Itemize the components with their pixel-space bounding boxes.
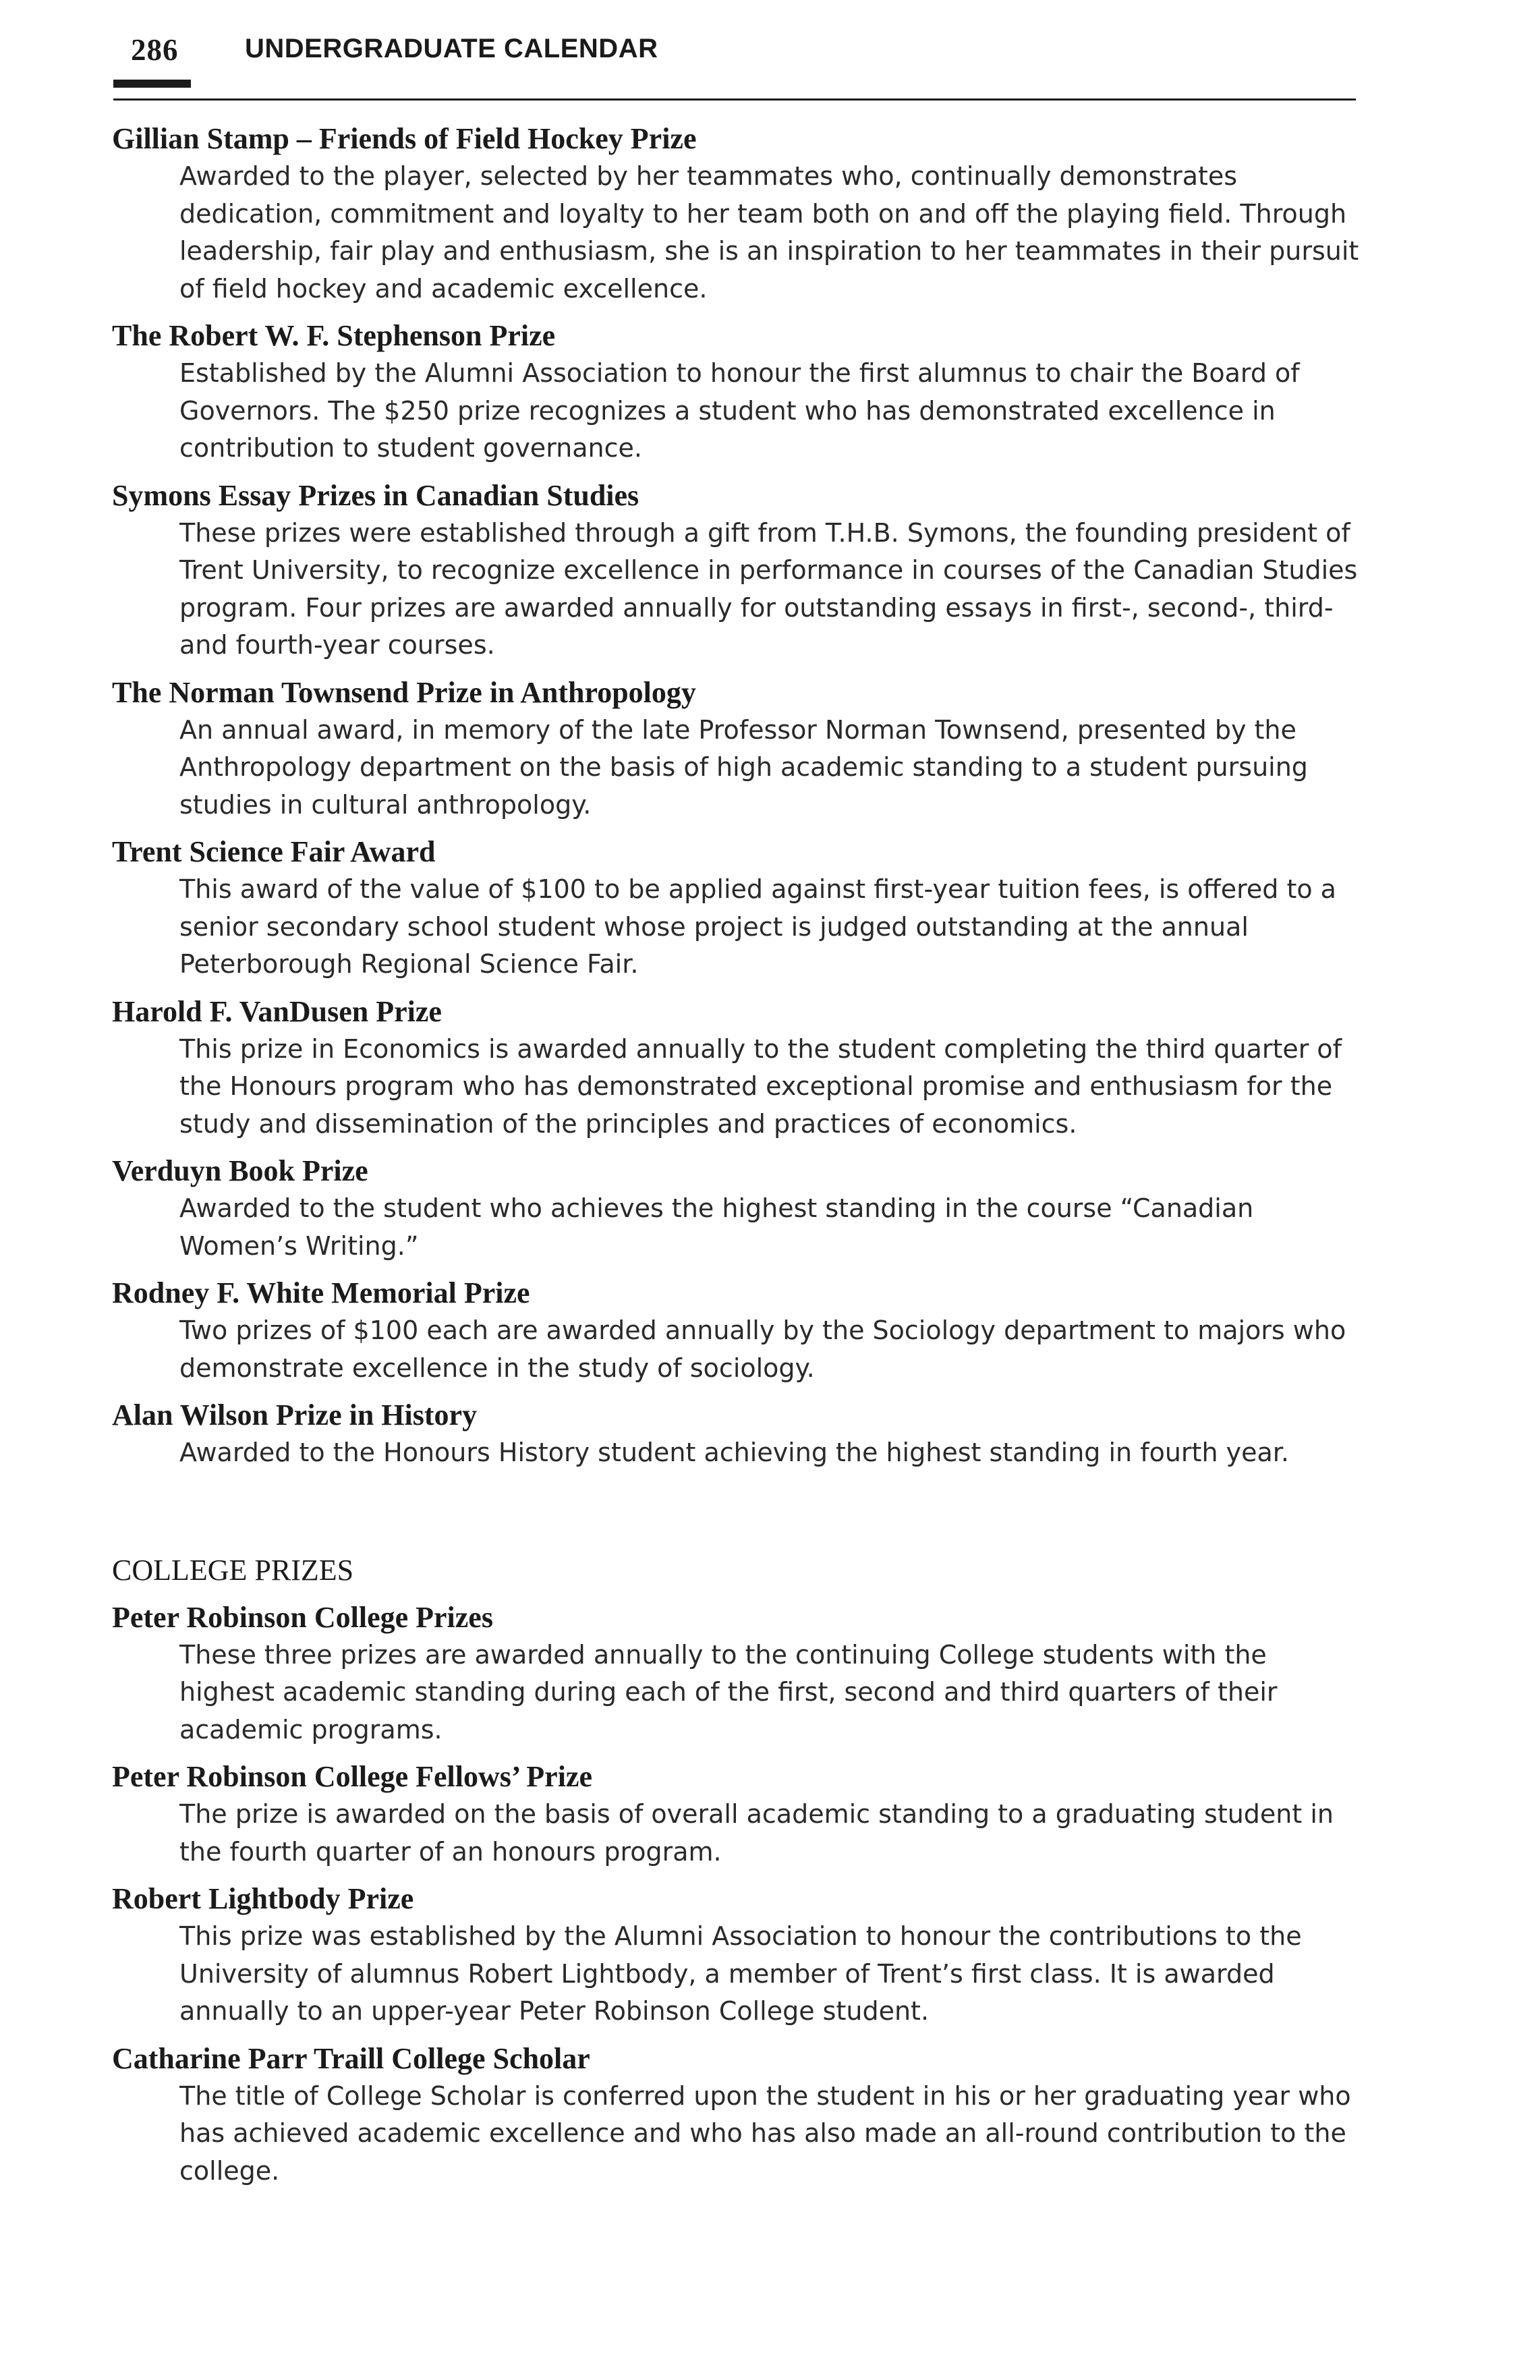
prize-description: These prizes were established through a gift from T.H.B. Symons, the founding president of Trent University, to recognize excellence in performance in courses of the Canadian Studies program. Four prizes are awarded annually for outstanding essays in first-, second-, third- and fourth-year courses.	[179, 517, 1358, 660]
prize-title: Gillian Stamp – Friends of Field Hockey Prize	[112, 122, 697, 155]
prize-title: Robert Lightbody Prize	[112, 1882, 414, 1915]
prize-title: Catharine Parr Traill College Scholar	[112, 2041, 590, 2075]
prize-title: Trent Science Fair Award	[112, 835, 436, 868]
prize-title: The Norman Townsend Prize in Anthropology	[112, 675, 696, 709]
prize-title: Rodney F. White Memorial Prize	[112, 1276, 530, 1309]
prize-title: Peter Robinson College Prizes	[112, 1600, 493, 1634]
prize-title: Alan Wilson Prize in History	[112, 1398, 478, 1432]
prize-entry	[112, 1396, 1367, 1472]
college-prize-entry	[112, 1758, 1367, 1871]
prize-entry	[112, 993, 1367, 1143]
prize-title: Verduyn Book Prize	[112, 1154, 368, 1187]
prize-description: The title of College Scholar is conferred upon the student in his or her graduating year who has achieved academic excellence and who has also made an all-round contribution to the college.	[179, 2080, 1351, 2186]
prize-entry	[112, 477, 1367, 664]
prize-description: Two prizes of $100 each are awarded annually by the Sociology department to majors who demonstrate excellence in the study of sociology.	[179, 1315, 1346, 1383]
prize-title: The Robert W. F. Stephenson Prize	[112, 319, 556, 352]
college-prize-entry	[112, 2040, 1367, 2190]
college-prize-entry	[112, 1880, 1367, 2031]
header-rule	[113, 98, 1356, 101]
prize-description: Awarded to the Honours History student achieving the highest standing in fourth year.	[179, 1438, 1289, 1467]
prize-description: An annual award, in memory of the late Professor Norman Townsend, presented by the Anthropology department on the basis of high academic standing to a student pursuing studies in cultural anthropology.	[179, 714, 1308, 820]
prize-entry	[112, 317, 1367, 468]
prize-description: Awarded to the student who achieves the highest standing in the course “Canadian Women’s Writing.”	[179, 1193, 1254, 1261]
page-number: 286	[131, 33, 179, 67]
prize-description: This prize was established by the Alumni Association to honour the contributions to the University of alumnus Robert Lightbody, a member of Trent’s first class. It is awarded annually to an upper-year Peter Robinson College student.	[179, 1921, 1302, 2026]
header-rule-thick	[113, 80, 191, 88]
prize-entry	[112, 1152, 1367, 1265]
prize-description: These three prizes are awarded annually to the continuing College students with the highest academic standing during each of the first, second and third quarters of their academic programs.	[179, 1639, 1278, 1745]
prize-title: Symons Essay Prizes in Canadian Studies	[112, 478, 639, 512]
prize-title: Harold F. VanDusen Prize	[112, 994, 442, 1028]
prize-entry	[112, 674, 1367, 824]
prize-description: Awarded to the player, selected by her teammates who, continually demonstrates dedication, commitment and loyalty to her team both on and off the playing field. Through leadership, fair play and enthusiasm, she is an inspiration to her teammates in their pursuit of field hockey and academic excellence.	[179, 161, 1359, 304]
page-header	[113, 27, 1354, 81]
prize-entry	[112, 1274, 1367, 1387]
page-content	[112, 120, 1367, 2199]
prize-entry	[112, 833, 1367, 984]
prize-description: Established by the Alumni Association to honour the first alumnus to chair the Board of Governors. The $250 prize recognizes a student who has demonstrated excellence in contribution to student governance.	[179, 358, 1300, 463]
section-heading-college-prizes: COLLEGE PRIZES	[112, 1553, 354, 1587]
prize-description: The prize is awarded on the basis of overall academic standing to a graduating student in the fourth quarter of an honours program.	[179, 1799, 1334, 1867]
prize-entry	[112, 120, 1367, 308]
college-prize-entry	[112, 1599, 1367, 1749]
prize-title: Peter Robinson College Fellows’ Prize	[112, 1760, 592, 1793]
prize-description: This prize in Economics is awarded annually to the student completing the third quarter of the Honours program who has demonstrated exceptional promise and enthusiasm for the study and dissemination of the principles and practices of economics.	[179, 1033, 1342, 1139]
prize-description: This award of the value of $100 to be applied against first-year tuition fees, is offered to a senior secondary school student whose project is judged outstanding at the annual Peterborough Regional Science Fair.	[179, 874, 1336, 979]
running-head: UNDERGRADUATE CALENDAR	[245, 34, 658, 63]
